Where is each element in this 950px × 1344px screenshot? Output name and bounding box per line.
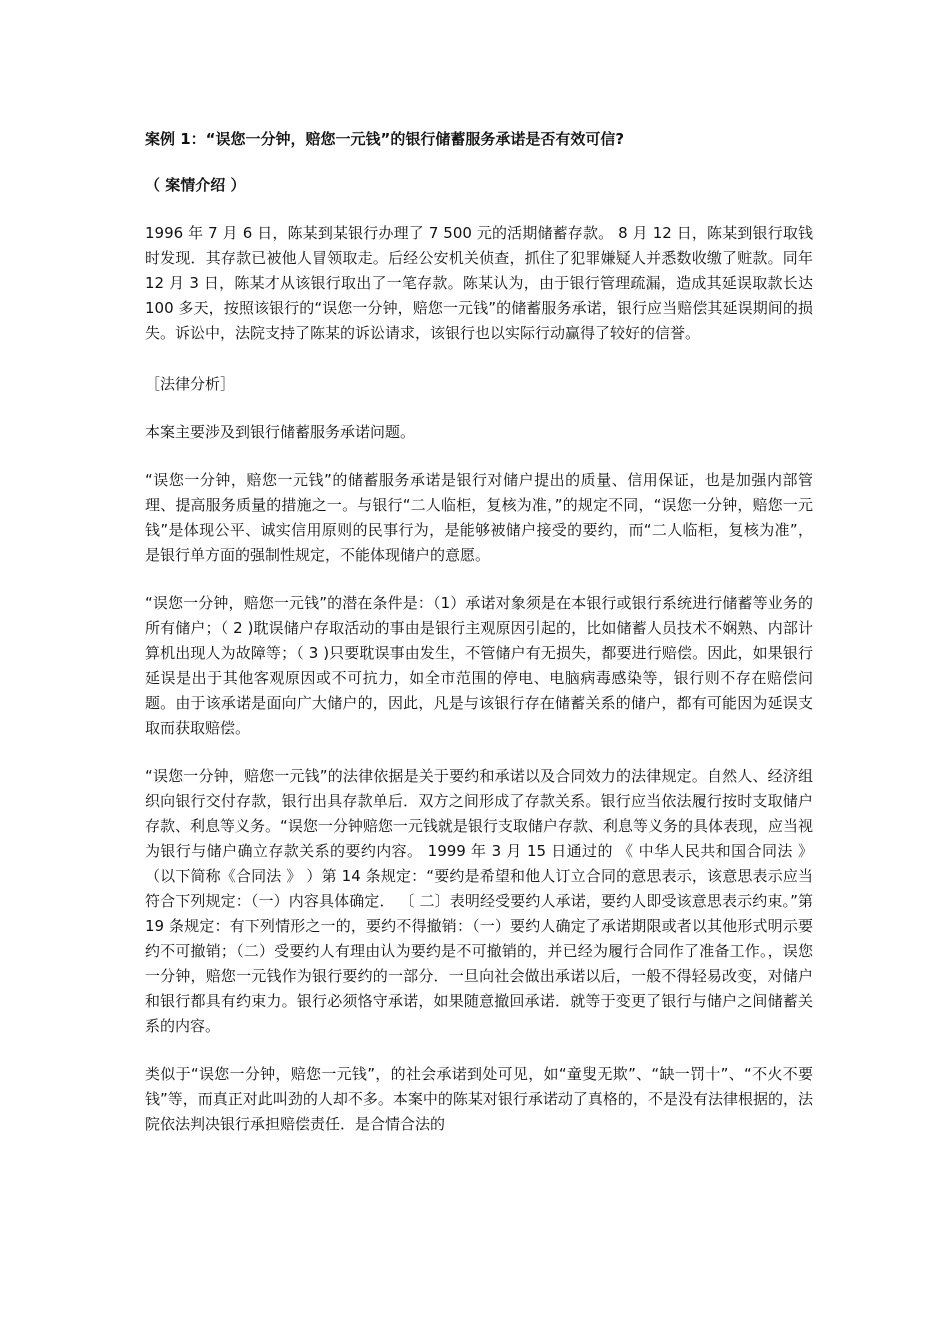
analysis-paragraph-3: “误您一分钟，赔您一元钱”的潜在条件是：（1）承诺对象须是在本银行或银行系统进行储蓄等业务的所有储户；（ 2 )耽误储户存取活动的事由是银行主观原因引起的，比如储蓄人员技术不娴熟、内部计算机出现人为故障等；（ 3 )只要耽误事由发生，不管储户有无损失，都要进行赔偿。因此，如果银行延误是出于其他客观原因或不可抗力，如全市范围的停电、电脑病毒感染等，银行则不存在赔偿问题。由于该承诺是面向广大储户的，因此，凡是与该银行存在储蓄关系的储户，都有可能因为延误支取而获取赔偿。 (145, 594, 813, 737)
case-title: 案例 1：“误您一分钟，赔您一元钱”的银行储蓄服务承诺是否有效可信? (145, 130, 625, 148)
case-intro-heading: （ 案情介绍 ） (145, 176, 246, 194)
analysis-paragraph-2: “误您一分钟，赔您一元钱”的储蓄服务承诺是银行对储户提出的质量、信用保证，也是加强内部管理、提高服务质量的措施之一。与银行“二人临柜，复核为准，”的规定不同，“误您一分钟，赔您一元钱”是体现公平、诚实信用原则的民事行为，是能够被储户接受的要约，而“二人临柜，复核为准”，是银行单方面的强制性规定，不能体现储户的意愿。 (145, 471, 813, 564)
legal-analysis-heading: ［法律分析］ (145, 375, 236, 393)
analysis-paragraph-5: 类似于“误您一分钟，赔您一元钱”，的社会承诺到处可见，如“童叟无欺”、“缺一罚十”、“不火不要钱”等，而真正对此叫劲的人却不多。本案中的陈某对银行承诺动了真格的，不是没有法律根据的，法院依法判决银行承担赔偿责任．是合情合法的 (145, 1065, 813, 1133)
analysis-paragraph-4: “误您一分钟，赔您一元钱”的法律依据是关于要约和承诺以及合同效力的法律规定。自然人、经济组织向银行交付存款，银行出具存款单后．双方之间形成了存款关系。银行应当依法履行按时支取储户存款、利息等义务。“误您一分钟赔您一元钱就是银行支取储户存款、利息等义务的具体表现，应当视为银行与储户确立存款关系的要约内容。 1999 年 3 月 15 日通过的 《 中华人民共和国合同法 》 （以下简称《合同法 》 ）第 14 条规定：“要约是希望和他人订立合同的意思表示，该意思表示应当符合下列规定：（一）内容具体确定． 〔 二〕表明经受要约人承诺，要约人即受该意思表示约束。”第 19 条规定：有下列情形之一的，要约不得撤销：（一）要约人确定了承诺期限或者以其他形式明示要约不可撤销；（二）受要约人有理由认为要约是不可撤销的，并已经为履行合同作了准备工作。，误您一分钟，赔您一元钱作为银行要约的一部分．一旦向社会做出承诺以后，一般不得轻易改变，对储户和银行都具有约束力。银行必须恪守承诺，如果随意撤回承诺．就等于变更了银行与储户之间储蓄关系的内容。 (145, 767, 813, 1035)
analysis-paragraph-1: 本案主要涉及到银行储蓄服务承诺问题。 (145, 423, 416, 441)
case-intro-text: 1996 年 7 月 6 日，陈某到某银行办理了 7 500 元的活期储蓄存款。 8 月 12 日，陈某到银行取钱时发现．其存款已被他人冒领取走。后经公安机关侦查，抓住了犯罪嫌疑人并悉数收缴了赃款。同年 12 月 3 日，陈某才从该银行取出了一笔存款。陈某认为，由于银行管理疏漏，造成其延误取款长达 100 多天，按照该银行的“误您一分钟，赔您一元钱”的储蓄服务承诺，银行应当赔偿其延误期间的损失。诉讼中，法院支持了陈某的诉讼请求，该银行也以实际行动赢得了较好的信誉。 (145, 224, 813, 342)
document-page (145, 126, 813, 1160)
